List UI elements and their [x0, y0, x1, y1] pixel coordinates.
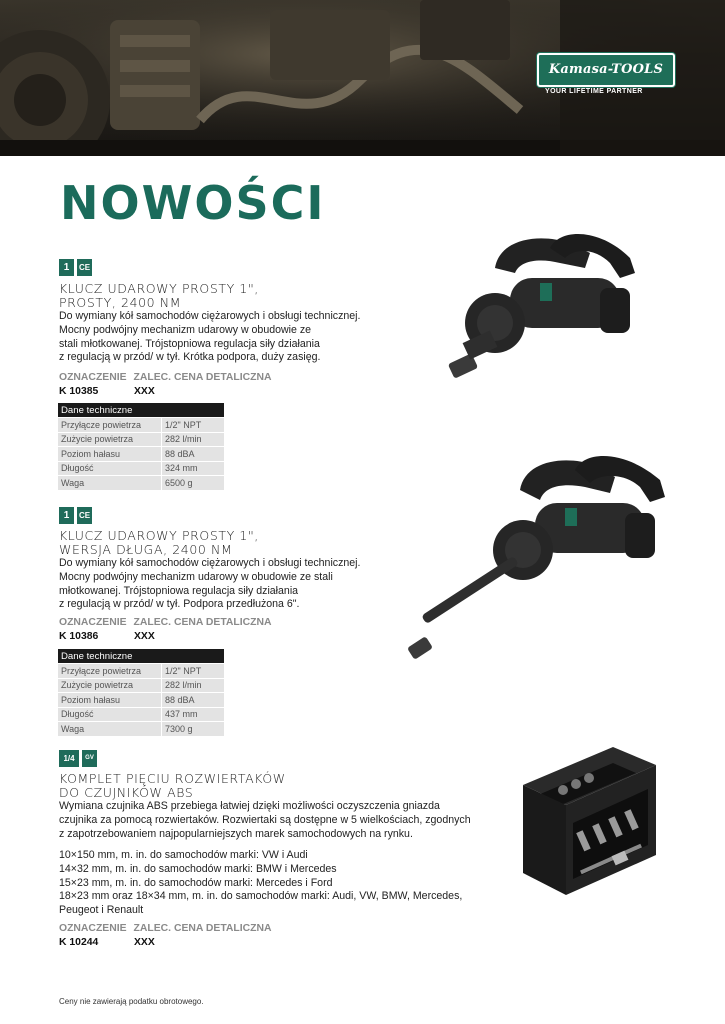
product-title-line: PROSTY, 2400 NM: [59, 295, 182, 310]
spec-name: Zużycie powietrza: [58, 432, 162, 447]
price-label: ZALEC. CENA DETALICZNA: [133, 372, 272, 383]
product-title-line: DO CZUJNIKÓW ABS: [59, 785, 194, 800]
product-3-meta-labels: [59, 923, 272, 934]
product-code: K 10244: [59, 937, 99, 948]
spec-name: Długość: [58, 461, 162, 476]
spec-value: 88 dBA: [162, 447, 225, 462]
size-line: 14×32 mm, m. in. do samochodów marki: BMW i Mercedes: [59, 862, 337, 875]
spec-value: 7300 g: [162, 722, 225, 736]
size-line: Peugeot i Renault: [59, 904, 144, 917]
product-price: XXX: [134, 937, 155, 948]
spec-name: Długość: [58, 707, 162, 722]
product-price: XXX: [134, 631, 155, 642]
product-1-meta-labels: [59, 372, 272, 383]
description-line: młotkowanej. Trójstopniowa regulacja siły działania: [59, 584, 299, 597]
size-line: 10×150 mm, m. in. do samochodów marki: VW i Audi: [59, 849, 308, 861]
product-title-line: KOMPLET PIĘCIU ROZWIERTAKÓW: [59, 771, 286, 786]
table-row: [58, 722, 224, 736]
product-2-spec-table: [58, 649, 224, 736]
table-row: [58, 678, 224, 693]
product-2-meta-values: [59, 631, 155, 642]
description-line: Mocny podwójny mechanizm udarowy w obudowie ze stali: [59, 570, 333, 583]
spec-value: 282 l/min: [162, 678, 225, 693]
price-label: ZALEC. CENA DETALICZNA: [133, 923, 272, 934]
spec-value: 324 mm: [162, 461, 225, 476]
description-line: Do wymiany kół samochodów ciężarowych i obsługi technicznej.: [59, 310, 361, 322]
brand-slogan: YOUR LIFETIME PARTNER: [545, 88, 643, 95]
spec-name: Poziom hałasu: [58, 693, 162, 708]
table-row: [58, 461, 224, 476]
description-line: czujnika za pomocą rozwiertaków. Rozwiertaki są dostępne w 5 wielkościach, zgodnych: [59, 813, 471, 826]
description-line: z regulacją w przód/ w tył. Krótka podpora, duży zasięg.: [59, 351, 321, 364]
spec-value: 6500 g: [162, 476, 225, 490]
hero-banner: [0, 0, 725, 156]
spec-name: Zużycie powietrza: [58, 678, 162, 693]
product-1-spec-table: [58, 403, 224, 490]
spec-table-header: Dane techniczne: [58, 649, 224, 664]
spec-value: 437 mm: [162, 707, 225, 722]
spec-name: Poziom hałasu: [58, 447, 162, 462]
size-line: 18×23 mm oraz 18×34 mm, m. in. do samochodów marki: Audi, VW, BMW, Mercedes,: [59, 890, 463, 903]
table-row: [58, 693, 224, 708]
product-3-meta-values: [59, 937, 155, 948]
product-title-line: KLUCZ UDAROWY PROSTY 1",: [59, 528, 259, 543]
drive-size-badge: 1/4: [59, 750, 79, 767]
product-1-meta-values: [59, 386, 155, 397]
description-line: stali młotkowanej. Trójstopniowa regulacja siły działania: [59, 337, 320, 350]
table-row: [58, 664, 224, 679]
impact-wrench-short-image: [440, 228, 645, 388]
product-1-description: [59, 310, 360, 365]
product-title-line: WERSJA DŁUGA, 2400 NM: [59, 542, 233, 557]
gv-mark-badge: GV: [82, 750, 97, 767]
table-row: [58, 447, 224, 462]
impact-wrench-long-image: [405, 455, 670, 670]
code-label: OZNACZENIE: [59, 372, 127, 383]
table-row: [58, 432, 224, 447]
reamer-set-case-image: [518, 745, 658, 900]
ce-mark-badge: CE: [77, 507, 92, 524]
quantity-badge: 1: [59, 507, 74, 524]
code-label: OZNACZENIE: [59, 923, 127, 934]
price-disclaimer: Ceny nie zawierają podatku obrotowego.: [59, 997, 204, 1006]
product-2-badges: [59, 507, 92, 524]
spec-name: Przyłącze powietrza: [58, 418, 162, 433]
ce-mark-badge: CE: [77, 259, 92, 276]
spec-value: 282 l/min: [162, 432, 225, 447]
code-label: OZNACZENIE: [59, 617, 127, 628]
description-line: Mocny podwójny mechanizm udarowy w obudowie ze: [59, 323, 312, 336]
page-title: NOWOŚCI: [60, 176, 326, 230]
product-code: K 10385: [59, 386, 99, 397]
description-line: Do wymiany kół samochodów ciężarowych i obsługi technicznej.: [59, 557, 361, 569]
spec-name: Przyłącze powietrza: [58, 664, 162, 679]
quantity-badge: 1: [59, 259, 74, 276]
table-row: [58, 707, 224, 722]
spec-value: 1/2" NPT: [162, 664, 225, 679]
product-3-title: [59, 772, 286, 800]
product-3-sizes-list: [59, 849, 462, 918]
product-1-badges: [59, 259, 92, 276]
product-2-meta-labels: [59, 617, 272, 628]
product-2-description: [59, 557, 360, 612]
price-label: ZALEC. CENA DETALICZNA: [133, 617, 272, 628]
description-line: Wymiana czujnika ABS przebiega łatwiej dzięki możliwości oczyszczenia gniazda: [59, 800, 440, 812]
product-price: XXX: [134, 386, 155, 397]
product-code: K 10386: [59, 631, 99, 642]
product-1-title: [59, 282, 259, 310]
spec-value: 1/2" NPT: [162, 418, 225, 433]
spec-name: Waga: [58, 722, 162, 736]
brand-logo[interactable]: Kamasa-TOOLS: [537, 53, 675, 87]
product-3-badges: [59, 750, 97, 767]
size-line: 15×23 mm, m. in. do samochodów marki: Mercedes i Ford: [59, 876, 333, 889]
spec-name: Waga: [58, 476, 162, 490]
spec-value: 88 dBA: [162, 693, 225, 708]
product-title-line: KLUCZ UDAROWY PROSTY 1",: [59, 281, 259, 296]
table-row: [58, 476, 224, 490]
description-line: z regulacją w przód/ w tył. Podpora przedłużona 6".: [59, 598, 300, 611]
table-row: [58, 418, 224, 433]
product-2-title: [59, 529, 259, 557]
description-line: z zapotrzebowaniem najpopularniejszych marek samochodowych na rynku.: [59, 827, 413, 840]
spec-table-header: Dane techniczne: [58, 403, 224, 418]
product-3-description: [59, 800, 471, 841]
